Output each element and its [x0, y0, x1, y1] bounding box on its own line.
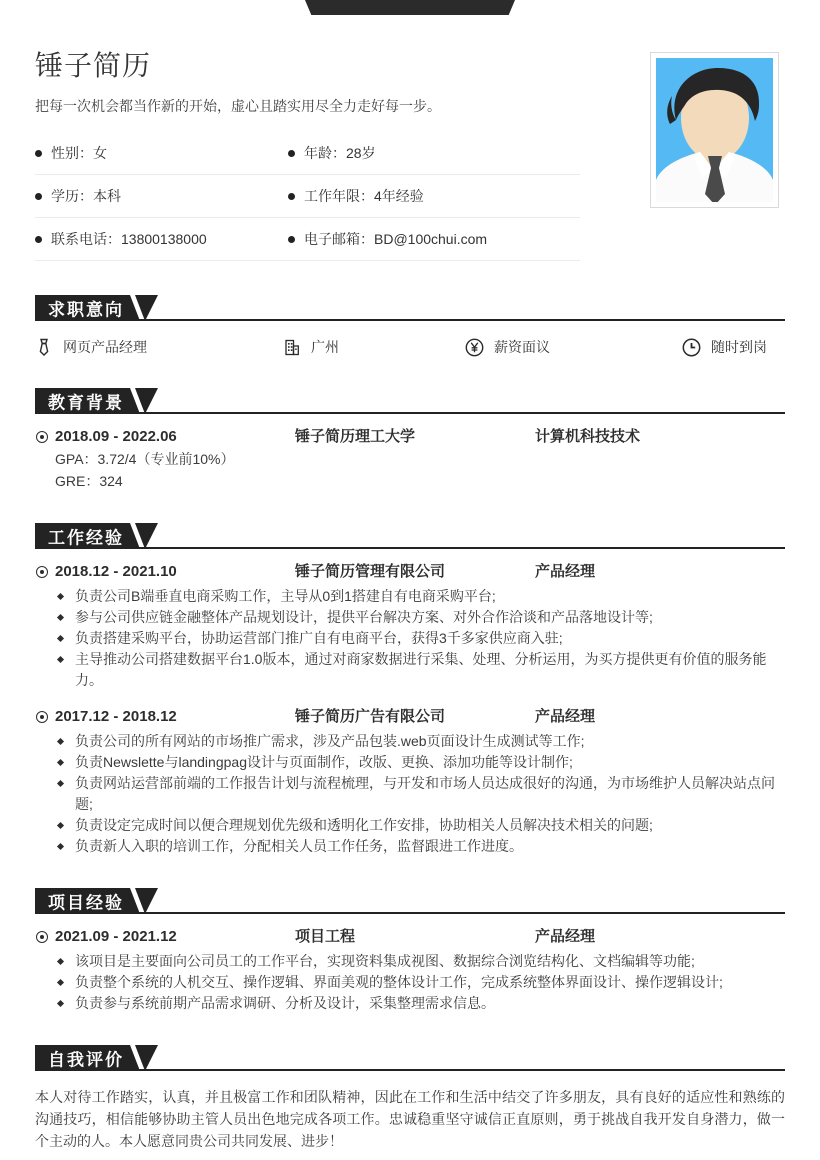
section-banner	[35, 1045, 161, 1071]
yen-circle-icon	[465, 338, 484, 357]
bullet-item: 该项目是主要面向公司员工的工作平台，实现资料集成视图、数据综合浏览结构化、文档编辑等功能;	[75, 951, 785, 972]
profile-field-text: 工作年限：4年经验	[304, 188, 424, 204]
entry-bullet-icon	[36, 931, 48, 943]
section-title: 求职意向	[48, 300, 124, 320]
intent-availability	[682, 337, 785, 357]
bullet-item: 主导推动公司搭建数据平台1.0版本，通过对商家数据进行采集、处理、分析运用，为买方提供更有价值的服务能力。	[75, 649, 785, 691]
intent-text: 广州	[311, 339, 339, 355]
work-entry	[35, 706, 785, 857]
entry-header	[35, 561, 785, 583]
education-gpa: GPA：3.72/4（专业前10%）	[55, 451, 235, 467]
entry-bullet-icon	[36, 431, 48, 443]
intent-text: 薪资面议	[494, 339, 550, 355]
bullet-item: 负责搭建采购平台，协助运营部门推广自有电商平台，获得3千多家供应商入驻;	[75, 628, 785, 649]
profile-row	[35, 218, 580, 261]
profile-field-gender	[35, 132, 288, 174]
work-entry	[35, 561, 785, 691]
bullet-item: 负责网站运营部前端的工作报告计划与流程梳理，与开发和市场人员达成很好的沟通，为市场维护人员解决站点问题;	[75, 773, 785, 815]
bullet-item: 负责公司B端垂直电商采购工作，主导从0到1搭建自有电商采购平台;	[75, 586, 785, 607]
bullet-item: 参与公司供应链金融整体产品规划设计，提供平台解决方案、对外合作洽谈和产品落地设计等;	[75, 607, 785, 628]
building-icon	[283, 338, 301, 357]
section-banner	[35, 388, 161, 414]
top-ribbon-decoration	[305, 0, 515, 15]
entry-period: 2021.09 - 2021.12	[55, 928, 177, 945]
entry-header	[35, 426, 785, 448]
entry-role: 计算机科技技术	[535, 428, 641, 445]
intent-text: 随时到岗	[711, 339, 767, 355]
entry-header	[35, 926, 785, 948]
self-evaluation-text: 本人对待工作踏实，认真，并且极富工作和团队精神，因此在工作和生活中结交了许多朋友，具有良好的适应性和熟练的沟通技巧，相信能够协助主管人员出色地完成各项工作。忠诚稳重坚守诚信正直原则，勇于挑战自我开发自身潜力，做一个主动的人。本人愿意同贵公司共同发展、进步！	[35, 1089, 785, 1149]
profile-photo	[650, 52, 779, 208]
entry-period: 2017.12 - 2018.12	[55, 708, 177, 725]
section-header-education	[35, 388, 785, 414]
entry-organization: 锤子简历理工大学	[295, 428, 416, 445]
profile-row	[35, 132, 580, 175]
profile-field-experience-years	[288, 175, 580, 217]
section-banner	[35, 523, 161, 549]
section-header-work	[35, 523, 785, 549]
bullet-dot-icon	[288, 193, 295, 200]
section-title: 工作经验	[48, 528, 124, 548]
entry-organization: 项目工程	[295, 928, 356, 945]
section-banner	[35, 888, 161, 914]
intent-salary	[465, 337, 682, 357]
bullet-dot-icon	[35, 236, 42, 243]
entry-bullet-icon	[36, 566, 48, 578]
section-header-project	[35, 888, 785, 914]
section-title: 教育背景	[48, 393, 124, 413]
entry-role: 产品经理	[535, 563, 596, 580]
bullet-item: 负责参与系统前期产品需求调研、分析及设计，采集整理需求信息。	[75, 993, 785, 1014]
profile-field-age	[288, 132, 580, 174]
job-intent-row	[35, 337, 785, 357]
profile-row	[35, 175, 580, 218]
bullet-item: 负责公司的所有网站的市场推广需求，涉及产品包装.web页面设计生成测试等工作;	[75, 731, 785, 752]
intent-city	[283, 337, 465, 357]
bullet-dot-icon	[35, 150, 42, 157]
section-header-job-intent	[35, 295, 785, 321]
entry-role: 产品经理	[535, 708, 596, 725]
project-bullet-list	[35, 951, 785, 1014]
entry-period: 2018.12 - 2021.10	[55, 563, 177, 580]
entry-header	[35, 706, 785, 728]
tie-icon	[35, 338, 53, 357]
work-bullet-list	[35, 731, 785, 857]
bullet-dot-icon	[288, 150, 295, 157]
bullet-dot-icon	[288, 236, 295, 243]
profile-field-degree	[35, 175, 288, 217]
section-banner	[35, 295, 161, 321]
bullet-item: 负责新人入职的培训工作，分配相关人员工作任务，监督跟进工作进度。	[75, 836, 785, 857]
entry-bullet-icon	[36, 711, 48, 723]
resume-tagline: 把每一次机会都当作新的开始，虚心且踏实用尽全力走好每一步。	[35, 98, 441, 114]
male-avatar-icon	[656, 58, 773, 202]
entry-role: 产品经理	[535, 928, 596, 945]
entry-period: 2018.09 - 2022.06	[55, 428, 177, 445]
section-header-selfeval	[35, 1045, 785, 1071]
profile-field-text: 联系电话：13800138000	[51, 231, 207, 247]
intent-text: 网页产品经理	[63, 339, 147, 355]
project-entry	[35, 926, 785, 1014]
bullet-item: 负责设定完成时间以便合理规划优先级和透明化工作安排，协助相关人员解决技术相关的问题;	[75, 815, 785, 836]
profile-field-text: 电子邮箱：BD@100chui.com	[304, 231, 488, 247]
resume-title: 锤子简历	[35, 50, 152, 81]
profile-field-text: 年龄：28岁	[304, 145, 376, 161]
entry-organization: 锤子简历广告有限公司	[295, 708, 446, 725]
clock-icon	[682, 338, 701, 357]
education-gre: GRE：324	[55, 473, 123, 489]
profile-field-text: 学历：本科	[51, 188, 121, 204]
profile-info	[35, 132, 580, 261]
section-title: 项目经验	[48, 893, 124, 913]
profile-field-phone	[35, 218, 288, 260]
work-bullet-list	[35, 586, 785, 691]
entry-organization: 锤子简历管理有限公司	[295, 563, 446, 580]
bullet-item: 负责整个系统的人机交互、操作逻辑、界面美观的整体设计工作，完成系统整体界面设计、操作逻辑设计;	[75, 972, 785, 993]
profile-field-email	[288, 218, 580, 260]
bullet-dot-icon	[35, 193, 42, 200]
bullet-item: 负责Newslette与landingpag设计与页面制作，改版、更换、添加功能等设计制作;	[75, 752, 785, 773]
section-title: 自我评价	[48, 1050, 124, 1070]
education-entry	[35, 426, 785, 492]
profile-field-text: 性别：女	[51, 145, 107, 161]
intent-position	[35, 337, 283, 357]
